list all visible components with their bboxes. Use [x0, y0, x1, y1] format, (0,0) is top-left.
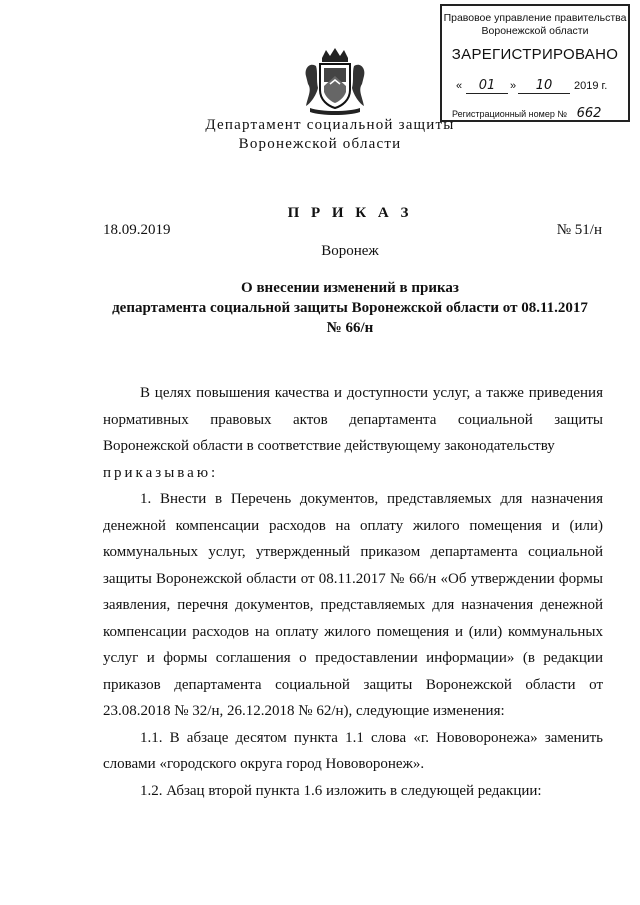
department-name: Департамент социальной защиты	[205, 117, 455, 133]
document-body	[103, 380, 603, 804]
stamp-registered-label: ЗАРЕГИСТРИРОВАНО	[451, 46, 619, 63]
order-subject	[80, 278, 620, 338]
stamp-reg-number-label: Регистрационный номер №	[452, 109, 568, 119]
subject-line-2: департамента социальной защиты Воронежской области от 08.11.2017	[112, 300, 588, 316]
coat-of-arms-icon	[300, 46, 370, 116]
department-region: Воронежской области	[238, 136, 402, 152]
subject-line-1: О внесении изменений в приказ	[241, 280, 459, 296]
item-1-paragraph: 1. Внести в Перечень документов, представляемых для назначения денежной компенсации расходов на оплату жилого помещения и (или) коммунальных услуг, утвержденный приказом департамента социальной защиты Воронежской области от 08.11.2017 № 66/н «Об утверждении формы заявления, перечня документов, представляемых для назначения денежной компенсации расходов на оплату жилого помещения и (или) коммунальных услуг и формы соглашения о предоставлении информации» (в редакции приказов департамента социальной защиты Воронежской области от 23.08.2018 № 32/н, 26.12.2018 № 62/н), следующие изменения:	[103, 491, 603, 719]
stamp-quote-close: »	[510, 80, 517, 92]
stamp-reg-number-value: 662	[569, 106, 609, 122]
order-date: 18.09.2019	[103, 222, 171, 238]
stamp-day: 01	[466, 78, 508, 94]
stamp-date	[456, 78, 622, 98]
registration-stamp	[440, 4, 630, 122]
item-1-1-paragraph: 1.1. В абзаце десятом пункта 1.1 слова «г. Нововоронежа» заменить словами «городского округа город Нововоронеж».	[103, 729, 603, 772]
stamp-quote-open: «	[456, 80, 463, 92]
prikazyvayu-line: приказываю:	[103, 464, 219, 481]
order-city: Воронеж	[321, 243, 379, 259]
stamp-month: 10	[518, 78, 570, 94]
order-number: № 51/н	[556, 222, 602, 238]
document-title: П Р И К А З	[287, 205, 413, 221]
stamp-year: 2019 г.	[574, 80, 608, 92]
preamble-paragraph: В целях повышения качества и доступности услуг, а также приведения нормативных правовых актов департамента социальной защиты Воронежской области в соответствие действующему законодательству	[103, 385, 603, 454]
stamp-organization: Правовое управление правительства Воронежской области	[443, 12, 627, 37]
item-1-2-paragraph: 1.2. Абзац второй пункта 1.6 изложить в следующей редакции:	[140, 782, 542, 799]
subject-line-3: № 66/н	[326, 320, 374, 336]
